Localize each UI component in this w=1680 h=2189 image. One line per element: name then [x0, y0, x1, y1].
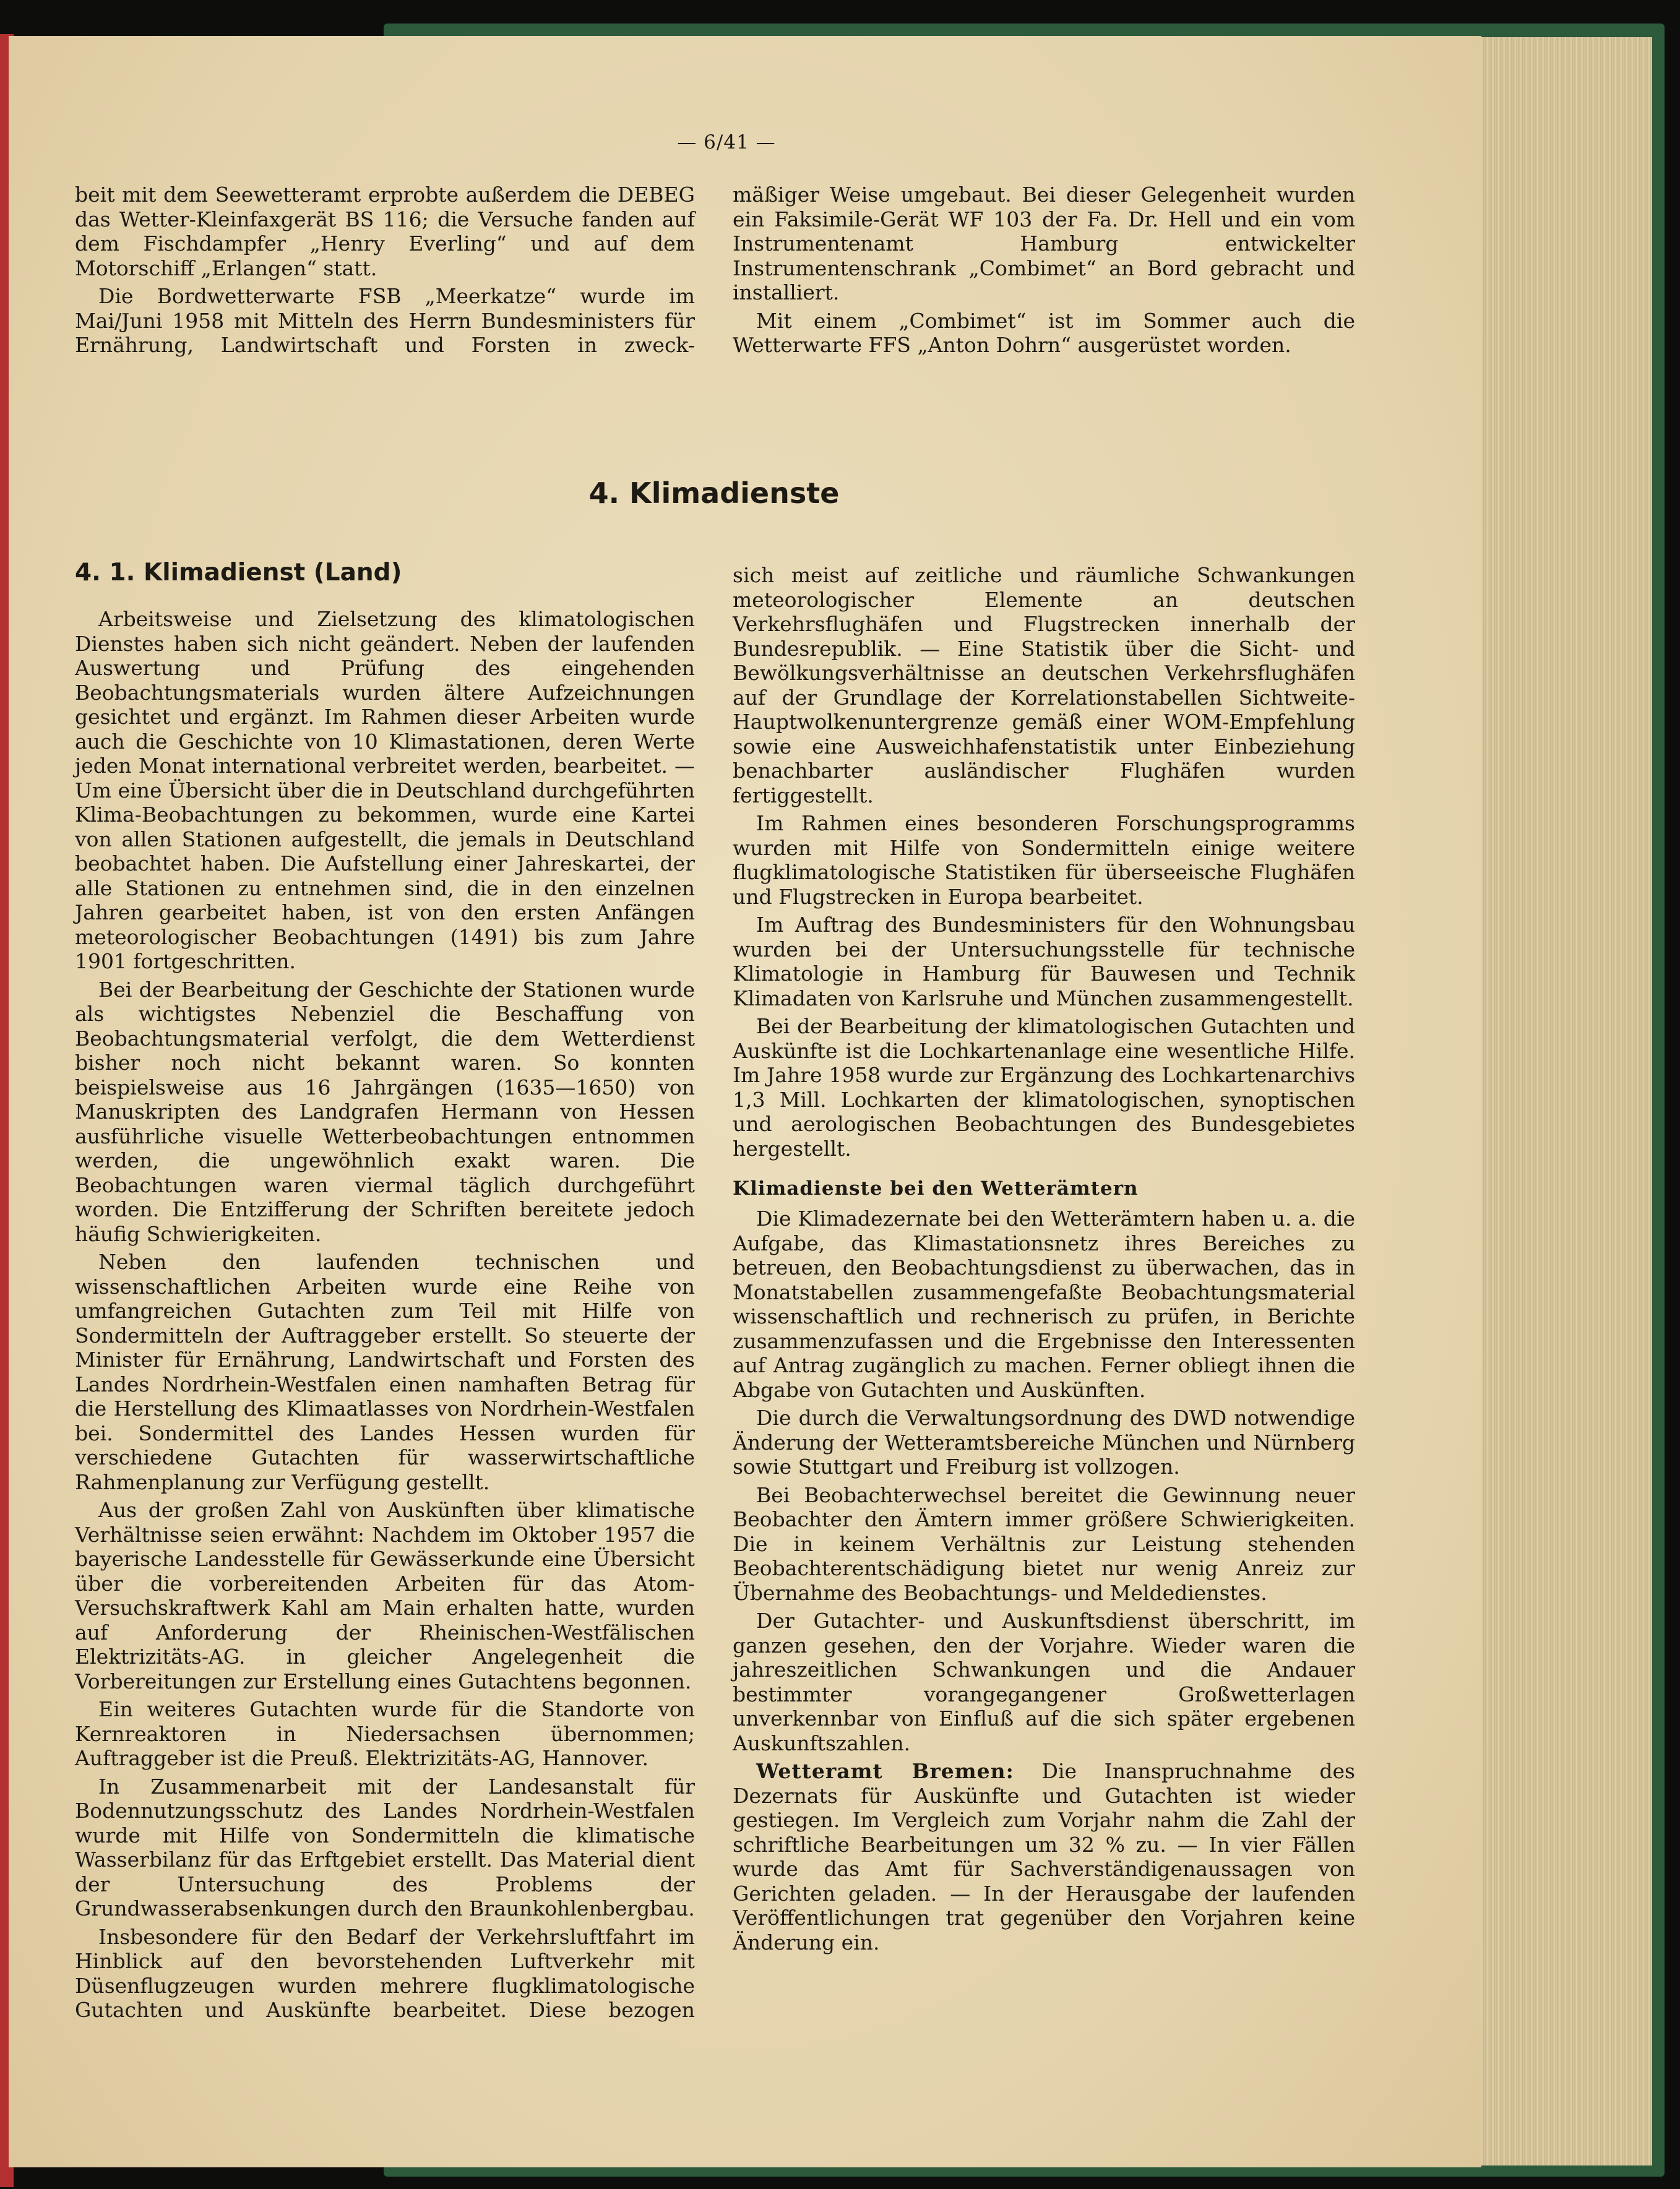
paragraph: Der Gutachter- und Auskunftsdienst überschritt, im ganzen gesehen, den der Vorjahre. Wieder waren die jahreszeitlichen Schwankungen und die Andauer bestimmter vorangegangener Großwetterlagen unverkennbar von Einfluß auf die sich später ergebenen Auskunftszahlen.	[733, 1609, 1355, 1755]
paragraph: Bei der Bearbeitung der Geschichte der Stationen wurde als wichtigstes Nebenziel die Beschaffung von Beobachtungsmaterial verfolgt, die dem Wetterdienst bisher noch nicht bekannt waren. So konnten beispielsweise aus 16 Jahrgängen (1635—1650) von Manuskripten des Landgrafen Hermann von Hessen ausführliche visuelle Wetterbeobachtungen entnommen werden, die ungewöhnlich exakt waren. Die Beobachtungen waren viermal täglich durchgeführt worden. Die Entzifferung der Schriften bereitete jedoch häufig Schwierigkeiten.	[75, 977, 695, 1246]
main-left-column	[75, 607, 695, 2026]
paragraph: sich meist auf zeitliche und räumliche Schwankungen meteorologischer Elemente an deutschen Verkehrsflughäfen und Flugstrecken innerhalb der Bundesrepublik. — Eine Statistik über die Sicht- und Bewölkungsverhältnisse an deutschen Verkehrsflughäfen auf der Grundlage der Korrelationstabellen Sichtweite-Hauptwolkenuntergrenze gemäß einer WOM-Empfehlung sowie eine Ausweichhafenstatistik unter Einbeziehung benachbarter ausländischer Flughäfen wurden fertiggestellt.	[733, 563, 1355, 807]
bremen-label: Wetteramt Bremen:	[756, 1759, 1014, 1783]
paragraph: Arbeitsweise und Zielsetzung des klimatologischen Dienstes haben sich nicht geändert. Neben der laufenden Auswertung und Prüfung des eingehenden Beobachtungsmaterials wurden ältere Aufzeichnungen gesichtet und ergänzt. Im Rahmen dieser Arbeiten wurde auch die Geschichte von 10 Klimastationen, deren Werte jeden Monat international verbreitet werden, bearbeitet. — Um eine Übersicht über die in Deutschland durchgeführten Klima-Beobachtungen zu bekommen, wurde eine Kartei von allen Stationen aufgestellt, die jemals in Deutschland beobachtet haben. Die Aufstellung einer Jahreskartei, der alle Stationen zu entnehmen sind, die in den einzelnen Jahren gearbeitet haben, ist von den ersten Anfängen meteorologischer Beobachtungen (1491) bis zum Jahre 1901 fortgeschritten.	[75, 607, 695, 973]
bremen-text: Die Inanspruchnahme des Dezernats für Auskünfte und Gutachten ist wieder gestiegen. Im Vergleich zum Vorjahr nahm die Zahl der schriftliche Bearbeitungen um 32 % zu. — In vier Fällen wurde das Amt für Sachverständigenaussagen von Gerichten geladen. — In der Herausgabe der laufenden Veröffentlichungen trat gegenüber den Vorjahren keine Änderung ein.	[733, 1759, 1355, 1955]
paragraph: Insbesondere für den Bedarf der Verkehrsluftfahrt im Hinblick auf den bevorstehenden Luftverkehr mit Düsenflugzeugen wurden mehrere flugklimatologische Gutachten und Auskünfte bearbeitet. Diese bezogen	[75, 1924, 695, 2022]
section-title: 4. Klimadienste	[588, 476, 840, 510]
paragraph: Ein weiteres Gutachten wurde für die Standorte von Kernreaktoren in Niedersachsen übernommen; Auftraggeber ist die Preuß. Elektrizitäts-AG, Hannover.	[75, 1697, 695, 1770]
page-stack-edge	[1473, 37, 1652, 2165]
top-right-column	[733, 183, 1355, 361]
paragraph: mäßiger Weise umgebaut. Bei dieser Gelegenheit wurden ein Faksimile-Gerät WF 103 der Fa. Dr. Hell und ein vom Instrumentenamt Hamburg entwickelter Instrumentenschrank „Combimet“ an Bord gebracht und installiert.	[733, 183, 1355, 304]
paragraph: Bei der Bearbeitung der klimatologischen Gutachten und Auskünfte ist die Lochkartenanlage eine wesentliche Hilfe. Im Jahre 1958 wurde zur Ergänzung des Lochkartenarchivs 1,3 Mill. Lochkarten der klimatologischen, synoptischen und aerologischen Beobachtungen des Bundesgebietes hergestellt.	[733, 1014, 1355, 1161]
paragraph: In Zusammenarbeit mit der Landesanstalt für Bodennutzungsschutz des Landes Nordrhein-Westfalen wurde mit Hilfe von Sondermitteln die klimatische Wasserbilanz für das Erftgebiet erstellt. Das Material dient der Untersuchung des Problems der Grundwasserabsenkungen durch den Braunkohlenbergbau.	[75, 1774, 695, 1920]
subsection-title: 4. 1. Klimadienst (Land)	[75, 559, 402, 587]
paragraph: Mit einem „Combimet“ ist im Sommer auch die Wetterwarte FFS „Anton Dohrn“ ausgerüstet worden.	[733, 308, 1355, 357]
paragraph: Im Auftrag des Bundesministers für den Wohnungsbau wurden bei der Untersuchungsstelle für technische Klimatologie in Hamburg für Bauwesen und Technik Klimadaten von Karlsruhe und München zusammengestellt.	[733, 913, 1355, 1010]
paragraph: Bei Beobachterwechsel bereitet die Gewinnung neuer Beobachter den Ämtern immer größere Schwierigkeiten. Die in keinem Verhältnis zur Leistung stehenden Beobachterentschädigung bietet nur wenig Anreiz zur Übernahme des Beobachtungs- und Meldedienstes.	[733, 1482, 1355, 1605]
paragraph: Die Klimadezernate bei den Wetterämtern haben u. a. die Aufgabe, das Klimastationsnetz ihres Bereiches zu betreuen, den Beobachtungsdienst zu überwachen, das in Monatstabellen zusammengefaßte Beobachtungsmaterial wissenschaftlich und rechnerisch zu prüfen, in Berichte zusammenzufassen und die Ergebnisse den Interessenten auf Antrag zugänglich zu machen. Ferner obliegt ihnen die Abgabe von Gutachten und Auskünften.	[733, 1206, 1355, 1402]
paragraph: Aus der großen Zahl von Auskünften über klimatische Verhältnisse seien erwähnt: Nachdem im Oktober 1957 die bayerische Landesstelle für Gewässerkunde eine Übersicht über die vorbereitenden Arbeiten für das Atom-Versuchskraftwerk Kahl am Main erhalten hatte, wurden auf Anforderung der Rheinischen-Westfälischen Elektrizitäts-AG. in gleicher Angelegenheit die Vorbereitungen zur Erstellung eines Gutachtens begonnen.	[75, 1498, 695, 1693]
paragraph: Die Bordwetterwarte FSB „Meerkatze“ wurde im Mai/Juni 1958 mit Mitteln des Herrn Bundesministers für Ernährung, Landwirtschaft und Forsten in zweck-	[75, 284, 695, 357]
paragraph: Die durch die Verwaltungsordnung des DWD notwendige Änderung der Wetteramtsbereiche München und Nürnberg sowie Stuttgart und Freiburg ist vollzogen.	[733, 1406, 1355, 1479]
paragraph-bremen	[733, 1759, 1355, 1955]
page-header: — 6/41 —	[677, 131, 776, 153]
main-right-column	[733, 563, 1355, 1958]
page-sheet	[9, 36, 1481, 2167]
subheading: Klimadienste bei den Wetterämtern	[733, 1177, 1139, 1200]
paragraph: Im Rahmen eines besonderen Forschungsprogramms wurden mit Hilfe von Sondermitteln einige weitere flugklimatologische Statistiken für überseeische Flughäfen und Flugstrecken in Europa bearbeitet.	[733, 811, 1355, 909]
paragraph: beit mit dem Seewetteramt erprobte außerdem die DEBEG das Wetter-Kleinfaxgerät BS 116; die Versuche fanden auf dem Fischdampfer „Henry Everling“ und auf dem Motorschiff „Erlangen“ statt.	[75, 183, 695, 280]
paragraph: Neben den laufenden technischen und wissenschaftlichen Arbeiten wurde eine Reihe von umfangreichen Gutachten zum Teil mit Hilfe von Sondermitteln der Auftraggeber erstellt. So steuerte der Minister für Ernährung, Landwirtschaft und Forsten des Landes Nordrhein-Westfalen einen namhaften Betrag für die Herstellung des Klimaatlasses von Nordrhein-Westfalen bei. Sondermittel des Landes Hessen wurden für verschiedene Gutachten für wasserwirtschaftliche Rahmenplanung zur Verfügung gestellt.	[75, 1250, 695, 1494]
top-left-column	[75, 183, 695, 361]
